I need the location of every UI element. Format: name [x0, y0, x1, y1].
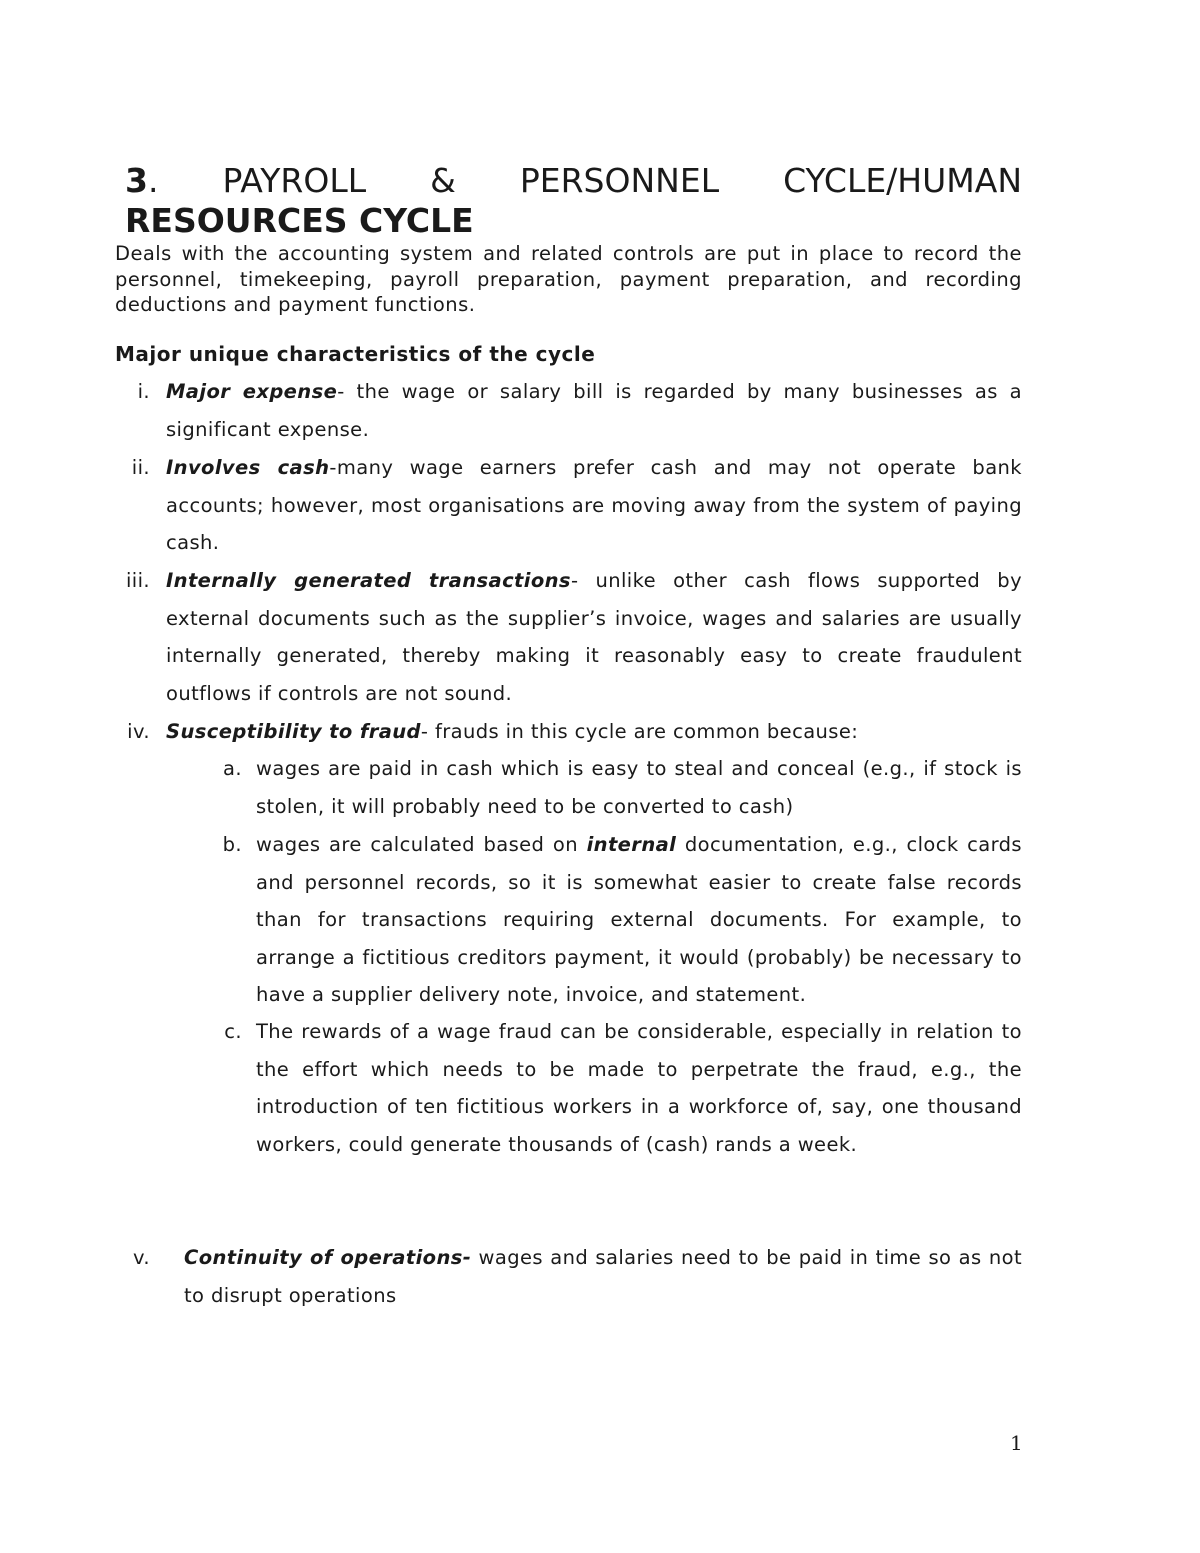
item-term: Involves cash	[166, 456, 330, 479]
list-item	[166, 713, 1022, 751]
section-heading	[125, 160, 1022, 202]
subitem-text-after: documentation, e.g., clock cards and personnel records, so it is somewhat easier to create false records than for transactions requiring external documents. For example, to arrange a fictitious creditors payment, it would (probably) be necessary to have a supplier delivery note, invoice, and statement.	[256, 833, 1022, 1007]
list-marker: ii.	[131, 456, 150, 479]
section-heading-line2: RESOURCES CYCLE	[125, 201, 474, 240]
item-text: - frauds in this cycle are common because:	[420, 720, 859, 743]
intro-paragraph: Deals with the accounting system and related controls are put in place to record the personnel, timekeeping, payroll preparation, payment preparation, and recording deductions and payment functions.	[115, 242, 1022, 316]
sublist-marker: a.	[223, 757, 242, 780]
item-text: -many wage earners prefer cash and may not operate bank accounts; however, most organisations are moving away from the system of paying cash.	[166, 456, 1022, 555]
sublist-marker: c.	[224, 1020, 242, 1043]
list-item	[166, 562, 1022, 712]
list-item	[184, 1239, 1022, 1314]
list-marker: i.	[137, 380, 150, 403]
page-number: 1	[1010, 1431, 1023, 1455]
item-text: - unlike other cash flows supported by external documents such as the supplier’s invoice, wages and salaries are usually internally generated, thereby making it reasonably easy to create fraudulent outflows if controls are not sound.	[166, 569, 1023, 705]
item-term: Continuity of operations-	[184, 1246, 472, 1269]
item-term: Major expense	[166, 380, 338, 403]
characteristics-subheading: Major unique characteristics of the cycle	[115, 342, 596, 366]
subitem-emphasis: internal	[586, 833, 677, 856]
list-marker: iv.	[127, 720, 150, 743]
section-heading-line1: . PAYROLL & PERSONNEL CYCLE/HUMAN	[147, 161, 1022, 200]
item-term: Susceptibility to fraud	[166, 720, 421, 743]
list-marker: iii.	[125, 569, 150, 592]
sublist-marker: b.	[222, 833, 242, 856]
sublist-item	[256, 826, 1022, 1014]
item-text: - the wage or salary bill is regarded by many businesses as a significant expense.	[166, 380, 1022, 441]
subitem-text-before: wages are calculated based on	[256, 833, 587, 856]
item-term: Internally generated transactions	[166, 569, 571, 592]
list-item	[166, 373, 1022, 448]
sublist-item: wages are paid in cash which is easy to steal and conceal (e.g., if stock is stolen, it will probably need to be converted to cash)	[256, 757, 1022, 818]
item-text: wages and salaries need to be paid in time so as not to disrupt operations	[184, 1246, 1022, 1307]
section-number: 3	[125, 161, 148, 200]
list-item	[166, 449, 1022, 562]
sublist-item: The rewards of a wage fraud can be considerable, especially in relation to the effort which needs to be made to perpetrate the fraud, e.g., the introduction of ten fictitious workers in a workforce of, say, one thousand workers, could generate thousands of (cash) rands a week.	[256, 1020, 1022, 1156]
list-marker: v.	[132, 1246, 150, 1269]
